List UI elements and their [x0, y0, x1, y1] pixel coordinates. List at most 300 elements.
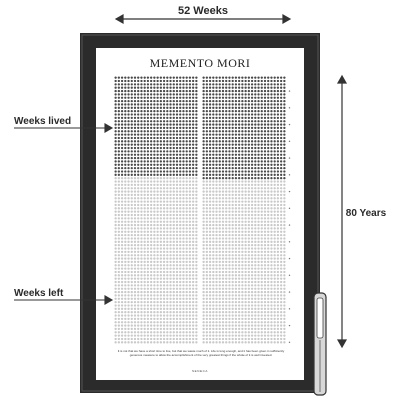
week-dot: [192, 291, 194, 293]
week-dot: [254, 130, 256, 132]
week-dot: [121, 278, 123, 280]
week-dot: [134, 177, 136, 179]
week-dot: [219, 190, 221, 192]
week-dot: [222, 274, 224, 276]
week-dot: [238, 144, 240, 146]
week-dot: [163, 221, 165, 223]
week-dot: [202, 170, 204, 172]
week-dot: [267, 164, 269, 166]
week-dot: [244, 281, 246, 283]
week-dot: [118, 247, 120, 249]
week-dot: [147, 298, 149, 300]
week-dot: [176, 251, 178, 253]
week-dot: [127, 113, 129, 115]
week-dot: [137, 160, 139, 162]
week-dot: [114, 170, 116, 172]
week-dot: [222, 184, 224, 186]
week-dot: [209, 281, 211, 283]
week-dot: [124, 140, 126, 142]
week-dot: [192, 247, 194, 249]
week-dot: [153, 200, 155, 202]
week-dot: [257, 77, 259, 79]
week-dot: [209, 254, 211, 256]
week-dot: [160, 241, 162, 243]
week-dot: [215, 144, 217, 146]
week-dot: [212, 140, 214, 142]
week-dot: [232, 170, 234, 172]
week-dot: [283, 180, 285, 182]
week-dot: [261, 83, 263, 85]
week-dot: [140, 281, 142, 283]
week-dot: [280, 231, 282, 233]
week-dot: [131, 318, 133, 320]
week-dot: [232, 284, 234, 286]
week-dot: [195, 214, 197, 216]
week-dot: [235, 341, 237, 343]
week-dot: [163, 231, 165, 233]
week-dot: [261, 244, 263, 246]
week-dot: [189, 261, 191, 263]
week-dot: [166, 87, 168, 89]
week-dot: [257, 314, 259, 316]
week-dot: [270, 123, 272, 125]
week-dot: [150, 241, 152, 243]
week-dot: [156, 137, 158, 139]
week-dot: [219, 200, 221, 202]
week-dot: [232, 294, 234, 296]
week-dot: [182, 221, 184, 223]
week-dot: [137, 251, 139, 253]
week-dot: [127, 271, 129, 273]
week-dot: [140, 271, 142, 273]
week-dot: [261, 267, 263, 269]
week-dot: [127, 278, 129, 280]
week-dot: [153, 241, 155, 243]
week-dot: [244, 308, 246, 310]
week-dot: [195, 288, 197, 290]
week-dot: [124, 103, 126, 105]
week-dot: [257, 227, 259, 229]
week-dot: [238, 167, 240, 169]
week-dot: [150, 194, 152, 196]
week-dot: [176, 264, 178, 266]
week-dot: [215, 324, 217, 326]
week-dot: [270, 160, 272, 162]
week-dot: [277, 328, 279, 330]
week-dot: [121, 217, 123, 219]
week-dot: [232, 150, 234, 152]
week-dot: [244, 227, 246, 229]
week-dot: [147, 77, 149, 79]
week-dot: [195, 324, 197, 326]
week-dot: [206, 231, 208, 233]
week-dot: [280, 180, 282, 182]
week-dot: [212, 87, 214, 89]
week-dot: [270, 117, 272, 119]
week-dot: [147, 301, 149, 303]
week-dot: [189, 77, 191, 79]
week-dot: [251, 117, 253, 119]
week-dot: [257, 184, 259, 186]
week-dot: [219, 231, 221, 233]
week-dot: [147, 167, 149, 169]
week-dot: [124, 167, 126, 169]
week-dot: [212, 184, 214, 186]
week-dot: [267, 257, 269, 259]
week-dot: [244, 147, 246, 149]
week-dot: [169, 244, 171, 246]
week-dot: [257, 324, 259, 326]
week-dot: [238, 241, 240, 243]
week-dot: [244, 100, 246, 102]
week-dot: [202, 331, 204, 333]
week-dot: [121, 237, 123, 239]
week-dot: [244, 321, 246, 323]
week-dot: [280, 123, 282, 125]
week-dot: [166, 227, 168, 229]
week-dot: [270, 211, 272, 213]
week-dot: [137, 123, 139, 125]
week-dot: [222, 77, 224, 79]
quote-box: [112, 350, 290, 368]
week-dot: [144, 234, 146, 236]
week-dot: [131, 137, 133, 139]
week-dot: [144, 324, 146, 326]
week-dot: [274, 334, 276, 336]
week-dot: [118, 194, 120, 196]
week-dot: [274, 160, 276, 162]
week-dot: [235, 117, 237, 119]
week-dot: [147, 207, 149, 209]
week-dot: [267, 231, 269, 233]
week-dot: [173, 244, 175, 246]
week-dot: [244, 298, 246, 300]
week-dot: [283, 190, 285, 192]
week-dot: [160, 144, 162, 146]
week-dot: [225, 281, 227, 283]
week-dot: [150, 234, 152, 236]
week-dot: [124, 278, 126, 280]
week-dot: [150, 214, 152, 216]
week-dot: [264, 217, 266, 219]
week-dot: [261, 204, 263, 206]
week-dot: [274, 127, 276, 129]
week-dot: [150, 237, 152, 239]
week-dot: [202, 251, 204, 253]
week-dot: [179, 241, 181, 243]
week-dot: [280, 301, 282, 303]
week-dot: [257, 177, 259, 179]
week-dot: [215, 341, 217, 343]
week-dot: [257, 110, 259, 112]
week-dot: [270, 321, 272, 323]
week-dot: [206, 318, 208, 320]
week-dot: [212, 294, 214, 296]
week-dot: [277, 184, 279, 186]
week-dot: [124, 127, 126, 129]
week-dot: [127, 83, 129, 85]
week-dot: [219, 321, 221, 323]
week-dot: [150, 80, 152, 82]
week-dot: [206, 160, 208, 162]
week-dot: [238, 100, 240, 102]
week-dot: [195, 107, 197, 109]
week-dot: [127, 237, 129, 239]
week-dot: [209, 93, 211, 95]
week-dot: [153, 177, 155, 179]
week-dot: [182, 154, 184, 156]
week-dot: [225, 237, 227, 239]
week-dot: [206, 133, 208, 135]
week-dot: [160, 194, 162, 196]
week-dot: [244, 318, 246, 320]
week-dot: [163, 150, 165, 152]
week-dot: [206, 157, 208, 159]
week-dot: [264, 110, 266, 112]
week-dot: [127, 123, 129, 125]
week-dot: [225, 100, 227, 102]
week-dot: [251, 237, 253, 239]
week-dot: [206, 274, 208, 276]
week-dot: [160, 164, 162, 166]
week-dot: [270, 80, 272, 82]
week-dot: [156, 334, 158, 336]
week-dot: [118, 117, 120, 119]
week-dot: [212, 117, 214, 119]
week-dot: [241, 194, 243, 196]
week-dot: [241, 157, 243, 159]
week-dot: [160, 97, 162, 99]
week-dot: [134, 311, 136, 313]
week-dot: [153, 187, 155, 189]
week-dot: [121, 127, 123, 129]
week-dot: [257, 298, 259, 300]
week-dot: [169, 211, 171, 213]
week-dot: [244, 167, 246, 169]
week-dot: [166, 150, 168, 152]
week-dot: [140, 224, 142, 226]
week-dot: [274, 164, 276, 166]
week-dot: [215, 321, 217, 323]
week-dot: [192, 180, 194, 182]
week-dot: [209, 308, 211, 310]
week-dot: [280, 204, 282, 206]
week-dot: [114, 184, 116, 186]
week-dot: [118, 133, 120, 135]
week-dot: [131, 77, 133, 79]
week-dot: [257, 83, 259, 85]
week-dot: [118, 150, 120, 152]
week-dot: [124, 190, 126, 192]
week-dot: [166, 83, 168, 85]
week-dot: [189, 251, 191, 253]
week-dot: [219, 80, 221, 82]
week-dot: [160, 234, 162, 236]
week-dot: [264, 308, 266, 310]
week-dot: [261, 113, 263, 115]
week-dot: [131, 271, 133, 273]
week-dot: [156, 267, 158, 269]
week-dot: [267, 241, 269, 243]
week-dot: [264, 274, 266, 276]
week-dot: [179, 154, 181, 156]
week-dot: [254, 308, 256, 310]
week-dot: [215, 254, 217, 256]
week-dot: [264, 150, 266, 152]
week-dot: [238, 137, 240, 139]
year-marker: [289, 174, 290, 175]
week-dot: [261, 211, 263, 213]
week-dot: [121, 204, 123, 206]
week-dot: [209, 294, 211, 296]
week-dot: [195, 123, 197, 125]
week-dot: [206, 107, 208, 109]
week-dot: [244, 214, 246, 216]
week-dot: [283, 281, 285, 283]
week-dot: [169, 237, 171, 239]
week-dot: [160, 308, 162, 310]
week-dot: [202, 281, 204, 283]
week-dot: [225, 157, 227, 159]
week-dot: [270, 294, 272, 296]
week-dot: [206, 261, 208, 263]
week-dot: [160, 294, 162, 296]
week-dot: [186, 324, 188, 326]
week-dot: [219, 167, 221, 169]
week-dot: [166, 117, 168, 119]
week-dot: [163, 227, 165, 229]
week-dot: [186, 120, 188, 122]
week-dot: [114, 271, 116, 273]
week-dot: [206, 184, 208, 186]
week-dot: [147, 187, 149, 189]
week-dot: [140, 110, 142, 112]
week-dot: [124, 130, 126, 132]
week-dot: [156, 113, 158, 115]
week-dot: [212, 174, 214, 176]
week-dot: [121, 251, 123, 253]
week-dot: [169, 137, 171, 139]
week-dot: [166, 157, 168, 159]
week-dot: [124, 257, 126, 259]
week-dot: [228, 113, 230, 115]
week-dot: [124, 77, 126, 79]
week-dot: [283, 264, 285, 266]
week-dot: [225, 221, 227, 223]
week-dot: [277, 331, 279, 333]
week-dot: [209, 227, 211, 229]
week-dot: [248, 93, 250, 95]
week-dot: [254, 247, 256, 249]
week-dot: [254, 187, 256, 189]
week-dot: [248, 204, 250, 206]
week-dot: [222, 117, 224, 119]
week-dot: [163, 254, 165, 256]
week-dot: [169, 301, 171, 303]
week-dot: [277, 144, 279, 146]
week-dot: [251, 83, 253, 85]
week-dot: [186, 321, 188, 323]
week-dot: [114, 180, 116, 182]
week-dot: [134, 77, 136, 79]
week-dot: [270, 177, 272, 179]
week-dot: [189, 308, 191, 310]
week-dot: [131, 284, 133, 286]
week-dot: [238, 231, 240, 233]
week-dot: [121, 197, 123, 199]
week-dot: [127, 211, 129, 213]
week-dot: [277, 254, 279, 256]
week-dot: [225, 77, 227, 79]
week-dot: [189, 257, 191, 259]
week-dot: [209, 87, 211, 89]
week-dot: [225, 278, 227, 280]
week-dot: [241, 298, 243, 300]
week-dot: [147, 80, 149, 82]
week-dot: [176, 281, 178, 283]
week-dot: [169, 207, 171, 209]
week-dot: [232, 338, 234, 340]
week-dot: [248, 261, 250, 263]
week-dot: [280, 267, 282, 269]
week-dot: [176, 197, 178, 199]
week-dot: [195, 338, 197, 340]
week-dot: [186, 257, 188, 259]
week-dot: [264, 103, 266, 105]
week-dot: [206, 328, 208, 330]
week-dot: [261, 127, 263, 129]
week-dot: [140, 311, 142, 313]
week-dot: [166, 180, 168, 182]
week-dot: [127, 200, 129, 202]
week-dot: [248, 107, 250, 109]
week-dot: [215, 338, 217, 340]
week-dot: [241, 207, 243, 209]
week-dot: [241, 77, 243, 79]
week-dot: [140, 197, 142, 199]
week-dot: [238, 261, 240, 263]
week-dot: [206, 301, 208, 303]
week-dot: [173, 87, 175, 89]
week-dot: [134, 244, 136, 246]
week-dot: [153, 184, 155, 186]
week-dot: [215, 137, 217, 139]
week-dot: [219, 278, 221, 280]
week-dot: [241, 254, 243, 256]
week-dot: [195, 197, 197, 199]
week-dot: [160, 204, 162, 206]
week-dot: [244, 160, 246, 162]
week-dot: [219, 264, 221, 266]
week-dot: [270, 244, 272, 246]
week-dot: [169, 177, 171, 179]
week-dot: [134, 231, 136, 233]
week-dot: [182, 281, 184, 283]
week-dot: [251, 278, 253, 280]
week-dot: [131, 224, 133, 226]
week-dot: [182, 174, 184, 176]
week-dot: [212, 227, 214, 229]
week-dot: [179, 278, 181, 280]
week-dot: [147, 264, 149, 266]
week-dot: [254, 231, 256, 233]
week-dot: [144, 160, 146, 162]
week-dot: [173, 174, 175, 176]
week-dot: [131, 167, 133, 169]
week-dot: [202, 190, 204, 192]
week-dot: [274, 227, 276, 229]
week-dot: [163, 103, 165, 105]
